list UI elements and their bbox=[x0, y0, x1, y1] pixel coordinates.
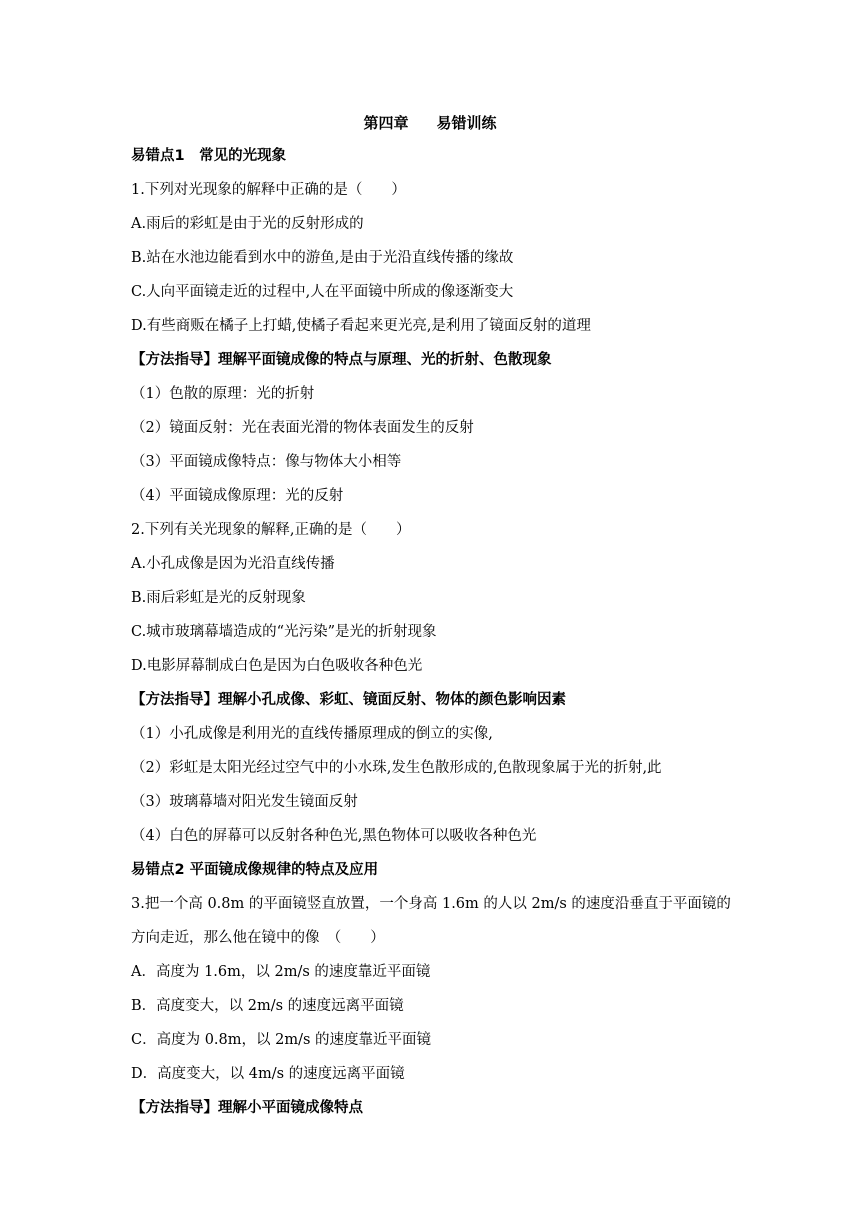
question-2-stem: 2.下列有关光现象的解释,正确的是（ ） bbox=[131, 522, 411, 538]
question-2-option-d: D.电影屏幕制成白色是因为白色吸收各种色光 bbox=[131, 658, 423, 674]
question-3-stem-line-2: 方向走近，那么他在镜中的像 （ ） bbox=[131, 930, 385, 946]
method-guide-2-point-1: （1）小孔成像是利用光的直线传播原理成的倒立的实像, bbox=[131, 726, 493, 742]
question-1-option-d: D.有些商贩在橘子上打蜡,使橘子看起来更光亮,是利用了镜面反射的道理 bbox=[131, 318, 591, 334]
method-guide-1-point-1: （1）色散的原理：光的折射 bbox=[131, 386, 315, 402]
section-heading-1: 易错点1 常见的光现象 bbox=[131, 148, 287, 164]
method-guide-2-point-2: （2）彩虹是太阳光经过空气中的小水珠,发生色散形成的,色散现象属于光的折射,此 bbox=[131, 760, 662, 776]
question-1-option-c: C.人向平面镜走近的过程中,人在平面镜中所成的像逐渐变大 bbox=[131, 284, 514, 300]
question-1-stem: 1.下列对光现象的解释中正确的是（ ） bbox=[131, 182, 406, 198]
method-guide-1-point-2: （2）镜面反射：光在表面光滑的物体表面发生的反射 bbox=[131, 420, 474, 436]
question-3-option-a: A．高度为 1.6m，以 2m/s 的速度靠近平面镜 bbox=[131, 964, 431, 980]
question-3-option-c: C．高度为 0.8m，以 2m/s 的速度靠近平面镜 bbox=[131, 1032, 432, 1048]
method-guide-1-title: 【方法指导】理解平面镜成像的特点与原理、光的折射、色散现象 bbox=[131, 352, 552, 368]
question-2-option-a: A.小孔成像是因为光沿直线传播 bbox=[131, 556, 335, 572]
method-guide-1-point-3: （3）平面镜成像特点：像与物体大小相等 bbox=[131, 454, 402, 470]
page-title bbox=[0, 112, 860, 133]
section-heading-2: 易错点2 平面镜成像规律的特点及应用 bbox=[131, 862, 379, 878]
question-2-option-c: C.城市玻璃幕墙造成的“光污染”是光的折射现象 bbox=[131, 624, 437, 640]
method-guide-3-title: 【方法指导】理解小平面镜成像特点 bbox=[131, 1100, 363, 1116]
question-1-option-a: A.雨后的彩虹是由于光的反射形成的 bbox=[131, 216, 364, 232]
question-3-option-d: D．高度变大，以 4m/s 的速度远离平面镜 bbox=[131, 1066, 405, 1082]
method-guide-2-point-4: （4）白色的屏幕可以反射各种色光,黑色物体可以吸收各种色光 bbox=[131, 828, 537, 844]
chapter-name: 易错训练 bbox=[436, 114, 497, 132]
method-guide-1-point-4: （4）平面镜成像原理：光的反射 bbox=[131, 488, 344, 504]
chapter-label: 第四章 bbox=[363, 114, 409, 132]
method-guide-2-point-3: （3）玻璃幕墙对阳光发生镜面反射 bbox=[131, 794, 358, 810]
question-3-stem-line-1: 3.把一个高 0.8m 的平面镜竖直放置，一个身高 1.6m 的人以 2m/s 的速度沿垂直于平面镜的 bbox=[131, 896, 731, 912]
question-2-option-b: B.雨后彩虹是光的反射现象 bbox=[131, 590, 306, 606]
question-3-option-b: B．高度变大，以 2m/s 的速度远离平面镜 bbox=[131, 998, 404, 1014]
method-guide-2-title: 【方法指导】理解小孔成像、彩虹、镜面反射、物体的颜色影响因素 bbox=[131, 692, 566, 708]
question-1-option-b: B.站在水池边能看到水中的游鱼,是由于光沿直线传播的缘故 bbox=[131, 250, 514, 266]
